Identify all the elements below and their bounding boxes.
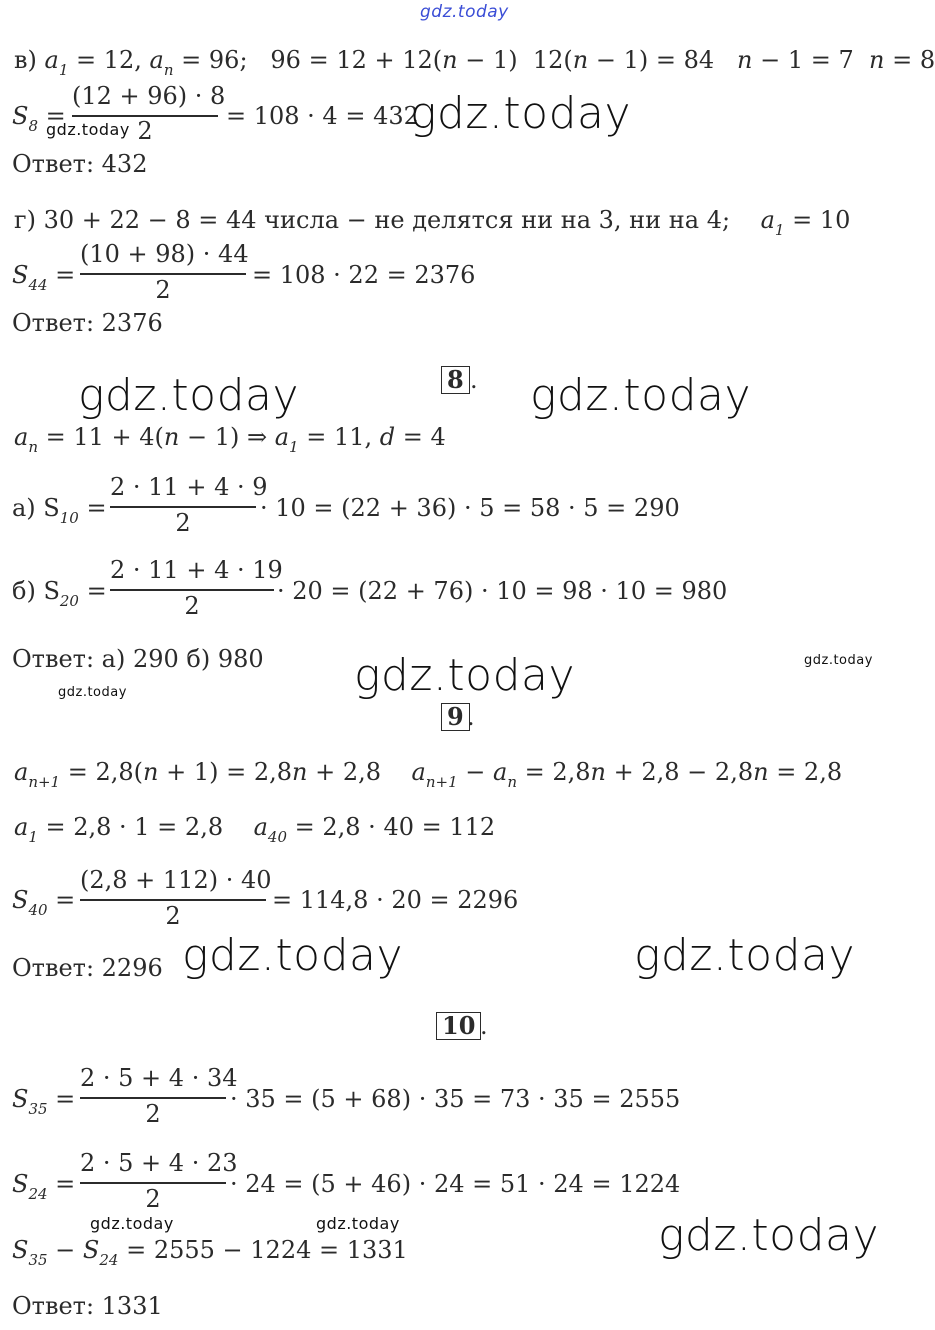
watermark: gdz.today bbox=[182, 930, 404, 981]
task-8-formula: $a_n = 11 + 4(n - 1)$ ⇒ $a_1 = 11$, d = 4 bbox=[14, 423, 446, 456]
part-v-given: в) $a_1 = 12$, $a_n = 96$; 96 = 12 + 12(n − 1) 12(n − 1) = 84 n − 1 = 7 n = 8 bbox=[14, 46, 935, 79]
task-9-line1: $a_{n+1} = 2,8(n + 1) = 2,8n + 2,8$ $a_{n+1} - a_n = 2,8n + 2,8 - 2,8n = 2,8$ bbox=[14, 758, 843, 791]
task-8-a-result: · 10 = (22 + 36) · 5 = 58 · 5 = 290 bbox=[260, 494, 680, 522]
part-v-denominator: 2 bbox=[137, 117, 153, 145]
task-10-s35-fraction-bar bbox=[80, 1097, 226, 1099]
watermark: gdz.today bbox=[410, 88, 632, 139]
task-10-difference: $S_{35} - S_{24} = 2555 - 1224 = 1331$ bbox=[12, 1236, 408, 1269]
part-v-result: = 108 · 4 = 432 bbox=[226, 102, 419, 130]
watermark: gdz.today bbox=[78, 370, 300, 421]
task-9-sum-label: $S_{40}$ = bbox=[12, 886, 76, 919]
watermark: gdz.today bbox=[316, 1214, 400, 1233]
task-10-s35-result: · 35 = (5 + 68) · 35 = 73 · 35 = 2555 bbox=[230, 1085, 681, 1113]
part-g-numerator: (10 + 98) · 44 bbox=[80, 240, 249, 268]
watermark: gdz.today bbox=[58, 685, 127, 700]
part-g-answer: Ответ: 2376 bbox=[12, 309, 163, 337]
watermark-top: gdz.today bbox=[420, 2, 509, 22]
task-9-numerator: (2,8 + 112) · 40 bbox=[80, 866, 272, 894]
task-8-b-fraction-bar bbox=[110, 589, 274, 591]
task-8-a-fraction-bar bbox=[110, 506, 256, 508]
task-8-b-label: б) $S_{20}$ = bbox=[12, 577, 107, 610]
part-g-sum-label: $S_{44}$ = bbox=[12, 261, 76, 294]
task-10-s35-denominator: 2 bbox=[145, 1100, 161, 1128]
task-10-s35-numerator: 2 · 5 + 4 · 34 bbox=[80, 1064, 238, 1092]
task-10-s35-label: $S_{35}$ = bbox=[12, 1085, 76, 1118]
task-9-result: = 114,8 · 20 = 2296 bbox=[272, 886, 519, 914]
watermark: gdz.today bbox=[46, 120, 130, 139]
task-10-s24-label: $S_{24}$ = bbox=[12, 1170, 76, 1203]
watermark: gdz.today bbox=[354, 650, 576, 701]
task-9-number: 9 bbox=[441, 703, 470, 731]
task-8-a-label: а) $S_{10}$ = bbox=[12, 494, 107, 527]
part-v-sum-label: $S_8$ = bbox=[12, 102, 66, 135]
task-9-answer: Ответ: 2296 bbox=[12, 954, 163, 982]
task-8-answer: Ответ: а) 290 б) 980 bbox=[12, 645, 264, 673]
task-9-line2: $a_1 = 2,8 \cdot 1 = 2,8$ $a_{40} = 2,8 \cdot 40 = 112$ bbox=[14, 813, 496, 846]
part-g-given: г) 30 + 22 − 8 = 44 числа − не делятся ни на 3, ни на 4; $a_1 = 10$ bbox=[14, 206, 851, 239]
task-9-fraction-bar bbox=[80, 899, 266, 901]
part-v-numerator: (12 + 96) · 8 bbox=[72, 82, 226, 110]
task-8-a-denominator: 2 bbox=[175, 509, 191, 537]
watermark: gdz.today bbox=[530, 370, 752, 421]
task-8-number: 8 bbox=[441, 366, 470, 394]
task-9-dot: . bbox=[467, 703, 475, 731]
watermark: gdz.today bbox=[804, 653, 873, 668]
watermark: gdz.today bbox=[634, 930, 856, 981]
part-g-result: = 108 · 22 = 2376 bbox=[252, 261, 476, 289]
task-8-b-result: · 20 = (22 + 76) · 10 = 98 · 10 = 980 bbox=[277, 577, 728, 605]
task-8-a-numerator: 2 · 11 + 4 · 9 bbox=[110, 473, 268, 501]
task-10-answer: Ответ: 1331 bbox=[12, 1292, 163, 1320]
task-10-dot: . bbox=[480, 1012, 488, 1040]
task-8-b-denominator: 2 bbox=[184, 592, 200, 620]
task-10-number: 10 bbox=[436, 1012, 481, 1040]
task-10-s24-result: · 24 = (5 + 46) · 24 = 51 · 24 = 1224 bbox=[230, 1170, 681, 1198]
task-8-dot: . bbox=[470, 366, 478, 394]
task-9-denominator: 2 bbox=[165, 902, 181, 930]
task-8-b-numerator: 2 · 11 + 4 · 19 bbox=[110, 556, 283, 584]
watermark: gdz.today bbox=[90, 1214, 174, 1233]
task-10-s24-numerator: 2 · 5 + 4 · 23 bbox=[80, 1149, 238, 1177]
part-g-denominator: 2 bbox=[155, 276, 171, 304]
part-v-answer: Ответ: 432 bbox=[12, 150, 148, 178]
watermark: gdz.today bbox=[658, 1210, 880, 1261]
task-10-s24-denominator: 2 bbox=[145, 1185, 161, 1213]
task-10-s24-fraction-bar bbox=[80, 1182, 226, 1184]
part-g-fraction-bar bbox=[80, 273, 246, 275]
